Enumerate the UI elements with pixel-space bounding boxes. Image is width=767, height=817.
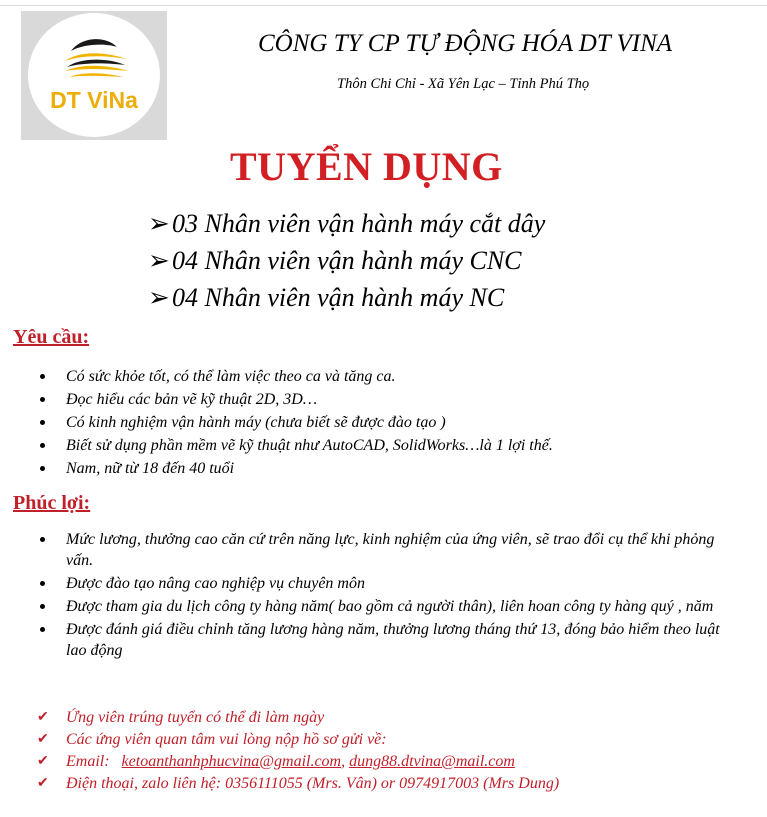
positions-list [148,205,545,316]
list-item: Đọc hiểu các bản vẽ kỹ thuật 2D, 3D… [40,389,740,410]
position-item: ➢ 03 Nhân viên vận hành máy cắt dây [148,208,546,238]
list-item: Nam, nữ từ 18 đến 40 tuổi [40,458,740,479]
benefits-list [40,529,730,661]
list-item: Có kinh nghiệm vận hành máy (chưa biết sẽ được đào tạo ) [40,412,740,433]
requirements-heading: Yêu cầu: [13,326,90,348]
page-title: TUYỂN DỤNG [230,144,503,189]
contact-item [37,773,559,795]
arrow-bullet-icon: ➢ [148,245,170,275]
company-logo [21,11,167,140]
bullet-dot-icon [40,604,45,609]
list-item: Biết sử dụng phần mềm vẽ kỹ thuật như AutoCAD, SolidWorks…là 1 lợi thế. [40,435,740,456]
logo-text: DT ViNa [50,87,138,113]
contact-item: ✔ Email: ketoanthanhphucvina@gmail.com , dung88.dtvina@mail.com [37,751,559,773]
checkmark-icon: ✔ [37,732,49,747]
list-item: Mức lương, thưởng cao căn cứ trên năng lực, kinh nghiệm của ứng viên, sẽ trao đổi cụ thể khi phỏng vấn. [40,529,730,571]
bullet-dot-icon [40,443,45,448]
company-address: Thôn Chi Chỉ - Xã Yên Lạc – Tỉnh Phú Thọ [337,76,590,92]
contact-item: ✔ Các ứng viên quan tâm vui lòng nộp hồ sơ gửi về: [37,729,559,751]
page-top-border [0,0,767,6]
logo-emblem-icon [21,11,167,140]
position-item: ➢ 04 Nhân viên vận hành máy CNC [148,245,522,275]
position-item: ➢ 04 Nhân viên vận hành máy NC [148,282,505,312]
bullet-dot-icon [40,466,45,471]
bullet-dot-icon [40,397,45,402]
bullet-dot-icon [40,581,45,586]
bullet-dot-icon [40,374,45,379]
checkmark-icon: ✔ [37,710,49,725]
arrow-bullet-icon: ➢ [148,208,170,238]
email-link-2[interactable]: dung88.dtvina@mail.com [349,753,515,770]
contact-item: ✔ Ứng viên trúng tuyển có thể đi làm ngày [37,707,559,729]
bullet-dot-icon [40,537,45,542]
list-item: Được đào tạo nâng cao nghiệp vụ chuyên môn [40,573,730,594]
requirements-list [40,366,740,479]
bullet-dot-icon [40,420,45,425]
company-name: CÔNG TY CP TỰ ĐỘNG HÓA DT VINA [258,30,673,57]
email-link-1[interactable]: ketoanthanhphucvina@gmail.com [121,753,342,770]
email-label: Email: [66,753,110,770]
list-item: Được tham gia du lịch công ty hàng năm( bao gồm cả người thân), liên hoan công ty hàng quý , năm [40,596,730,617]
checkmark-icon: ✔ [37,754,49,769]
phone-info: Điện thoại, zalo liên hệ: 0356111055 (Mrs. Vân) or 0974917003 (Mrs Dung) [66,775,560,792]
bullet-dot-icon [40,627,45,632]
contact-list [37,707,559,795]
arrow-bullet-icon: ➢ [148,282,170,312]
list-item: Có sức khỏe tốt, có thể làm việc theo ca và tăng ca. [40,366,740,387]
list-item: Được đánh giá điều chỉnh tăng lương hàng năm, thưởng lương tháng thứ 13, đóng bảo hiểm theo luật lao động [40,619,730,661]
checkmark-icon: ✔ [37,776,49,791]
benefits-heading: Phúc lợi: [13,492,91,514]
